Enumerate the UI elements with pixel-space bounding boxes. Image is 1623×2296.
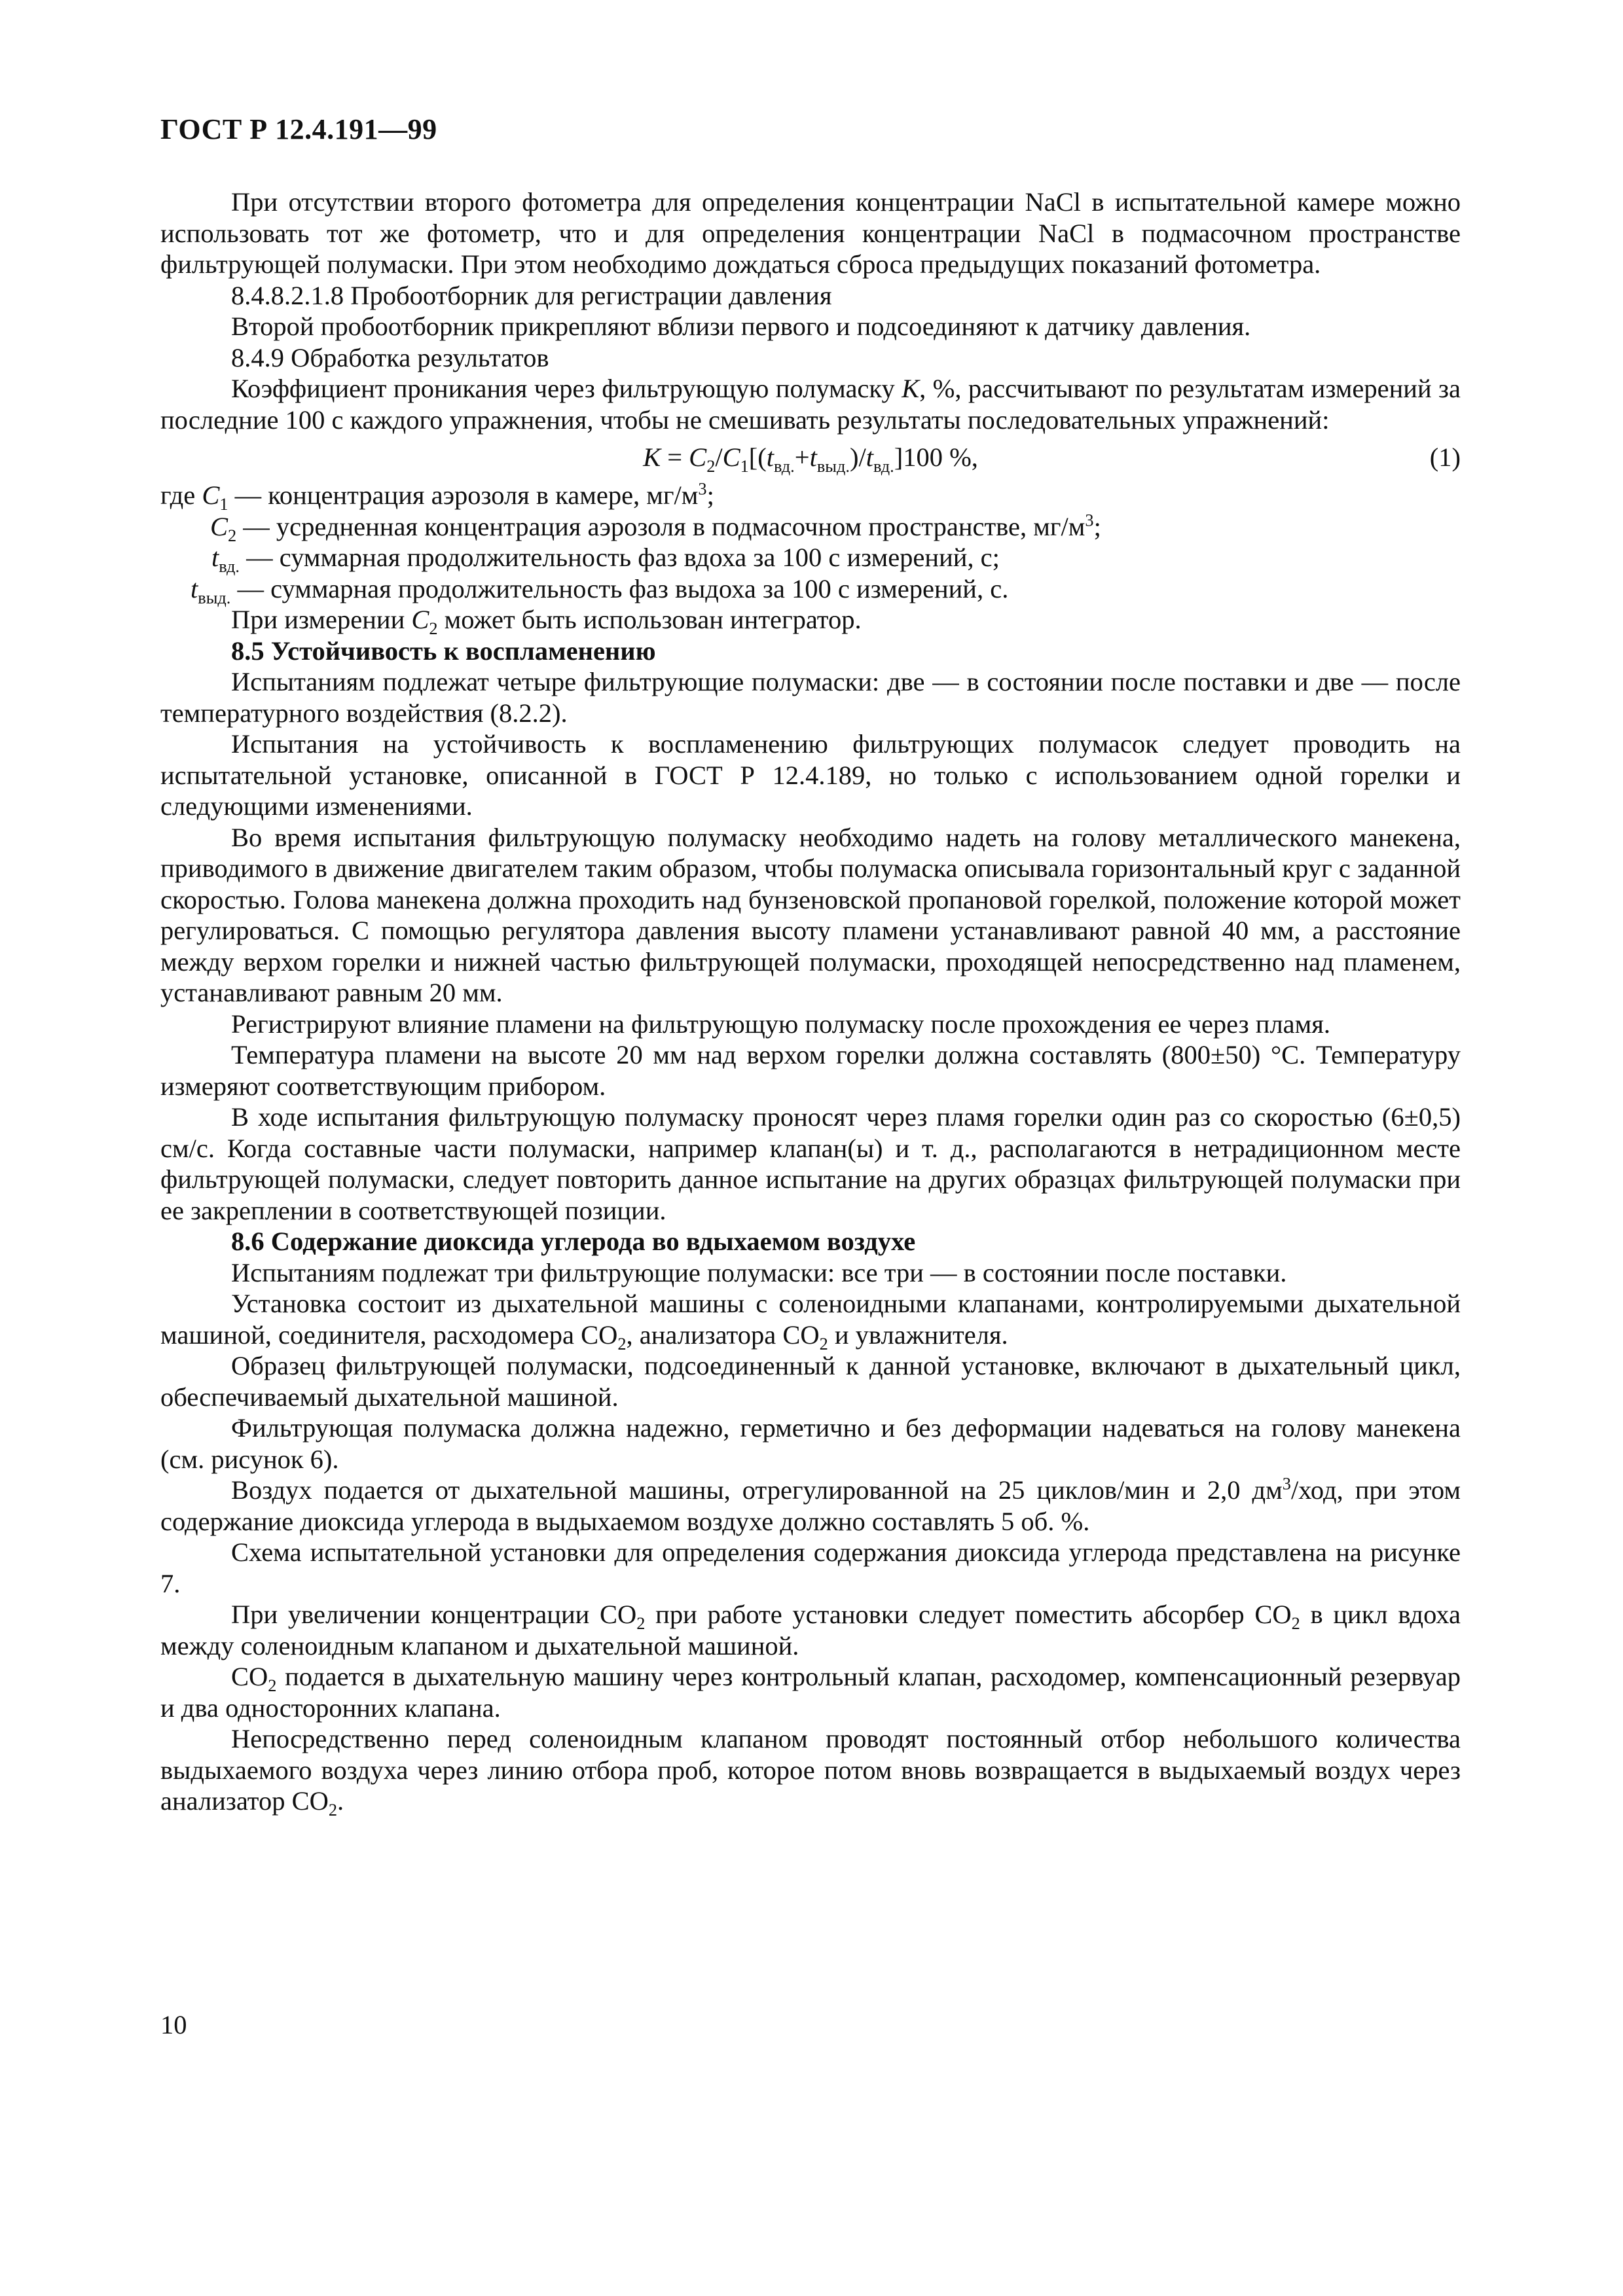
definition: $t_{вд.}$ — суммарная продолжительность фаз вдоха за 100 с измерений, с;	[211, 543, 1000, 577]
paragraph: Установка состоит из дыхательной машины с соленоидными клапанами, контролируемыми дыхательной машиной, соединителя, расходомера $СО_2$, анализатора $СО_2$ и увлажнителя.	[160, 1289, 1461, 1354]
paragraph: Коэффициент проникания через фильтрующую полумаску K, %, рассчитывают по результатам измерений за последние 100 с каждого упражнения, чтобы не смешивать результаты последовательных упражнений:	[160, 374, 1461, 435]
formula-number: (1)	[1429, 442, 1461, 472]
definition: где $C_1$ — концентрация аэрозоля в камере, $мг/м^3$;	[160, 479, 714, 514]
paragraph: Воздух подается от дыхательной машины, отрегулированной на 25 циклов/мин и 2,0 $дм^3$/ход, при этом содержание диоксида углерода в выдыхаемом воздухе должно составлять 5 об. %.	[160, 1474, 1461, 1536]
section-heading-8-5: 8.5 Устойчивость к воспламенению	[231, 636, 656, 666]
formula: $K = C_2/C_1[(t_{вд.}+t_{выд.})/t_{вд.}]100$ %,	[643, 442, 978, 476]
paragraph: В ходе испытания фильтрующую полумаску проносят через пламя горелки один раз со скоростью (6±0,5) см/с. Когда составные части полумаски, например клапан(ы) и т. д., располагаются в нетрадиционном месте фильтрующей полумаски, следует повторить данное испытание на других образцах фильтрующей полумаски при ее закреплении в соответствующей позиции.	[160, 1102, 1461, 1225]
paragraph: Регистрируют влияние пламени на фильтрующую полумаску после прохождения ее через пламя.	[231, 1009, 1331, 1039]
paragraph: При измерении $C_2$ может быть использован интегратор.	[231, 605, 862, 639]
paragraph: При увеличении концентрации $СО_2$ при работе установки следует поместить абсорбер $СО_2$ в цикл вдоха между соленоидным клапаном и дыхательной машиной.	[160, 1600, 1461, 1660]
paragraph: Схема испытательной установки для определения содержания диоксида углерода представлена на рисунке 7.	[160, 1537, 1461, 1598]
paragraph: Второй пробоотборник прикрепляют вблизи первого и подсоединяют к датчику давления.	[231, 312, 1251, 341]
clause-heading: 8.4.9 Обработка результатов	[231, 342, 549, 372]
paragraph: При отсутствии второго фотометра для определения концентрации NaCl в испытательной камере можно использовать тот же фотометр, что и для определения концентрации NaCl в подмасочном пространстве фильтрующей полумаски. При этом необходимо дождаться сброса предыдущих показаний фотометра.	[160, 187, 1461, 279]
document-header: ГОСТ Р 12.4.191—99	[160, 113, 437, 145]
definition: $C_2$ — усредненная концентрация аэрозоля в подмасочном пространстве, $мг/м^3$;	[210, 511, 1101, 545]
paragraph: Фильтрующая полумаска должна надежно, герметично и без деформации надеваться на голову манекена (см. рисунок 6).	[160, 1413, 1461, 1474]
formula-definitions	[160, 479, 1461, 607]
paragraph: Во время испытания фильтрующую полумаску необходимо надеть на голову металлического манекена, приводимого в движение двигателем таким образом, чтобы полумаска описывала горизонтальный круг с заданной скоростью. Голова манекена должна проходить над бунзеновской пропановой горелкой, положение которой может регулироваться. С помощью регулятора давления высоту пламени устанавливают равной 40 мм, а расстояние между верхом горелки и нижней частью фильтрующей полумаски, проходящей непосредственно над пламенем, устанавливают равным 20 мм.	[160, 822, 1461, 1007]
clause-heading: 8.4.8.2.1.8 Пробоотборник для регистрации давления	[231, 280, 832, 310]
formula-row	[160, 435, 1461, 480]
page-number: 10	[160, 2010, 187, 2039]
paragraph: $СО_2$ подается в дыхательную машину через контрольный клапан, расходомер, компенсационный резервуар и два односторонних клапана.	[160, 1662, 1461, 1723]
body-text	[160, 187, 1461, 1820]
paragraph: Испытаниям подлежат три фильтрующие полумаски: все три — в состоянии после поставки.	[231, 1257, 1287, 1287]
paragraph: Непосредственно перед соленоидным клапаном проводят постоянный отбор небольшого количества выдыхаемого воздуха через линию отбора проб, которое потом вновь возвращается в выдыхаемый воздух через анализатор $СО_2$.	[160, 1724, 1461, 1820]
paragraph: Испытания на устойчивость к воспламенению фильтрующих полумасок следует проводить на испытательной установке, описанной в ГОСТ Р 12.4.189, но только с использованием одной горелки и следующими изменениями.	[160, 729, 1461, 821]
paragraph: Образец фильтрующей полумаски, подсоединенный к данной установке, включают в дыхательный цикл, обеспечиваемый дыхательной машиной.	[160, 1351, 1461, 1412]
definition: $t_{выд.}$ — суммарная продолжительность фаз выдоха за 100 с измерений, с.	[191, 573, 1009, 607]
section-heading-8-6: 8.6 Содержание диоксида углерода во вдыхаемом воздухе	[231, 1227, 916, 1256]
paragraph: Температура пламени на высоте 20 мм над верхом горелки должна составлять (800±50) °С. Температуру измеряют соответствующим прибором.	[160, 1040, 1461, 1101]
paragraph: Испытаниям подлежат четыре фильтрующие полумаски: две — в состоянии после поставки и две — после температурного воздействия (8.2.2).	[160, 667, 1461, 728]
